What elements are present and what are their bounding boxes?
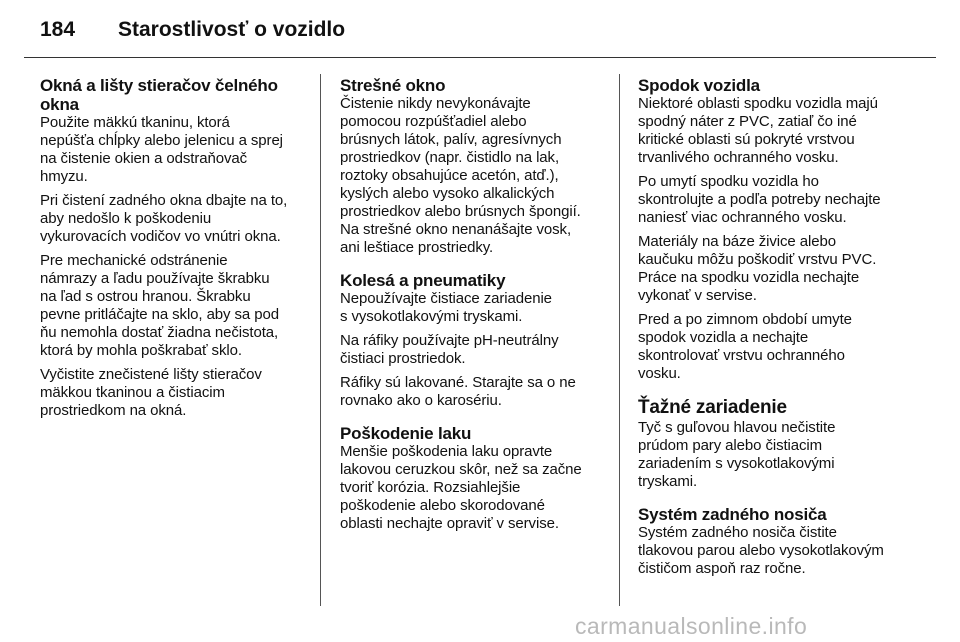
column-divider [320, 74, 321, 606]
text-column-1 [40, 76, 308, 430]
paragraph: Na ráfiky používajte pH-neutrálny čistiaci prostriedok. [340, 332, 559, 367]
section-wheels-tyres [340, 271, 608, 410]
section-title: Spodok vozidla [638, 76, 760, 95]
paragraph: Materiály na báze živice alebo kaučuku môžu poškodiť vrstvu PVC. Práce na spodku vozidla nechajte vykonať v servise. [638, 233, 877, 304]
watermark: carmanualsonline.info [575, 613, 808, 639]
paragraph: Ráfiky sú lakované. Starajte sa o ne rovnako ako o karosériu. [340, 374, 576, 409]
section-rear-carrier [638, 505, 914, 578]
paragraph: Použite mäkkú tkaninu, ktorá nepúšťa chĺpky alebo jelenicu a sprej na čistenie okien a odstraňovač hmyzu. [40, 114, 283, 185]
paragraph: Čistenie nikdy nevykonávajte pomocou rozpúšťadiel alebo brúsnych látok, palív, agresívnych prostriedkov (napr. čistidlo na lak, roztoky obsahujúce acetón, atď.), kyslých alebo vysoko alkalických prostriedkov alebo brúsnych špongií. Na strešné okno nenanášajte vosk, ani leštiace prostriedky. [340, 95, 581, 256]
paragraph: Tyč s guľovou hlavou nečistite prúdom pary alebo čistiacim zariadením s vysokotlakovými tryskami. [638, 419, 836, 490]
paragraph: Pri čistení zadného okna dbajte na to, aby nedošlo k poškodeniu vykurovacích vodičov vo vnútri okna. [40, 192, 288, 245]
text-column-2 [340, 76, 608, 543]
column-divider [619, 74, 620, 606]
header-rule [24, 57, 936, 58]
paragraph: Nepoužívajte čistiace zariadenie s vysokotlakovými tryskami. [340, 290, 552, 325]
page-header [40, 18, 345, 42]
paragraph: Vyčistite znečistené lišty stieračov mäkkou tkaninou a čistiacim prostriedkom na okná. [40, 366, 262, 419]
paragraph: Po umytí spodku vozidla ho skontrolujte a podľa potreby nechajte naniesť viac ochranného vosku. [638, 173, 881, 226]
paragraph: Niektoré oblasti spodku vozidla majú spodný náter z PVC, zatiaľ čo iné kritické oblasti sú pokryté vrstvou trvanlivého ochranného vosku. [638, 95, 878, 166]
section-title: Kolesá a pneumatiky [340, 271, 506, 290]
section-title: Systém zadného nosiča [638, 505, 827, 524]
paragraph: Menšie poškodenia laku opravte lakovou ceruzkou skôr, než sa začne tvoriť korózia. Rozsiahlejšie poškodenie alebo skorodované oblasti nechajte opraviť v servise. [340, 443, 582, 532]
section-paint-damage [340, 424, 608, 533]
paragraph: Pre mechanické odstránenie námrazy a ľadu používajte škrabku na ľad s ostrou hranou. Škrabku pevne pritláčajte na sklo, aby sa pod ňu nemohla dostať žiadna nečistota, ktorá by mohla poškrabať sklo. [40, 252, 279, 359]
paragraph: Pred a po zimnom období umyte spodok vozidla a nechajte skontrolovať vrstvu ochranného vosku. [638, 311, 852, 382]
section-sunroof [340, 76, 608, 257]
chapter-title: Starostlivosť o vozidlo [118, 18, 346, 41]
page-number: 184 [40, 18, 76, 41]
section-windows-wipers [40, 76, 308, 420]
section-title: Poškodenie laku [340, 424, 472, 443]
section-title: Ťažné zariadenie [638, 397, 787, 418]
section-towing-equipment [638, 397, 914, 491]
section-underbody [638, 76, 914, 383]
section-title: Okná a lišty stieračov čelného okna [40, 76, 278, 114]
paragraph: Systém zadného nosiča čistite tlakovou parou alebo vysokotlakovým čističom aspoň raz ročne. [638, 524, 884, 577]
section-title: Strešné okno [340, 76, 446, 95]
text-column-3 [638, 76, 914, 588]
